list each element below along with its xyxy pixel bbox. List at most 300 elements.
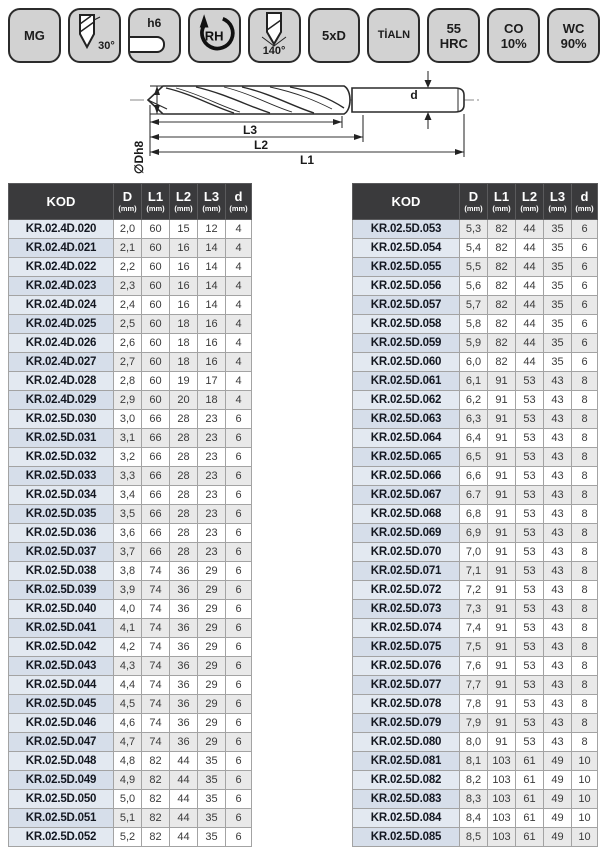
value-cell: 4,6 (114, 714, 142, 733)
drill-flute-icon (75, 14, 101, 55)
value-cell: 6 (226, 809, 252, 828)
value-cell: 53 (516, 695, 544, 714)
value-cell: 5,4 (460, 239, 488, 258)
table-row (9, 220, 252, 239)
value-cell: 74 (142, 581, 170, 600)
value-cell: 103 (488, 752, 516, 771)
table-row (9, 714, 252, 733)
badge-cobalt-line1: CO (503, 20, 524, 36)
value-cell: 91 (488, 543, 516, 562)
size-tables (0, 183, 607, 847)
value-cell: 6 (226, 714, 252, 733)
value-cell: 8,5 (460, 828, 488, 847)
kod-cell: KR.02.5D.085 (353, 828, 460, 847)
table-row (9, 353, 252, 372)
table-row (353, 486, 598, 505)
table-row (9, 581, 252, 600)
table-row (9, 809, 252, 828)
value-cell: 60 (142, 220, 170, 239)
kod-cell: KR.02.5D.081 (353, 752, 460, 771)
value-cell: 66 (142, 467, 170, 486)
value-cell: 23 (198, 486, 226, 505)
table-row (9, 524, 252, 543)
value-cell: 4,0 (114, 600, 142, 619)
value-cell: 61 (516, 790, 544, 809)
table-row (353, 828, 598, 847)
value-cell: 10 (572, 809, 598, 828)
value-cell: 16 (198, 353, 226, 372)
value-cell: 35 (544, 353, 572, 372)
value-cell: 60 (142, 239, 170, 258)
value-cell: 16 (170, 239, 198, 258)
value-cell: 43 (544, 619, 572, 638)
value-cell: 6 (226, 752, 252, 771)
table-row (9, 467, 252, 486)
value-cell: 2,8 (114, 372, 142, 391)
table-row (353, 524, 598, 543)
value-cell: 6 (226, 638, 252, 657)
value-cell: 29 (198, 619, 226, 638)
drill-shank (352, 88, 464, 112)
value-cell: 3,4 (114, 486, 142, 505)
value-cell: 91 (488, 429, 516, 448)
value-cell: 6 (572, 258, 598, 277)
kod-cell: KR.02.5D.040 (9, 600, 114, 619)
value-cell: 61 (516, 828, 544, 847)
table-row (9, 543, 252, 562)
value-cell: 91 (488, 676, 516, 695)
badge-helix-angle (68, 8, 121, 63)
value-cell: 18 (170, 315, 198, 334)
table-row (353, 676, 598, 695)
value-cell: 35 (544, 296, 572, 315)
value-cell: 44 (516, 315, 544, 334)
kod-cell: KR.02.5D.073 (353, 600, 460, 619)
badge-rotation-label: RH (204, 28, 224, 43)
value-cell: 91 (488, 638, 516, 657)
kod-cell: KR.02.4D.029 (9, 391, 114, 410)
value-cell: 103 (488, 809, 516, 828)
value-cell: 28 (170, 524, 198, 543)
value-cell: 43 (544, 372, 572, 391)
kod-cell: KR.02.4D.026 (9, 334, 114, 353)
table-row (9, 258, 252, 277)
value-cell: 91 (488, 448, 516, 467)
value-cell: 4,2 (114, 638, 142, 657)
kod-cell: KR.02.5D.045 (9, 695, 114, 714)
spec-badge-row (0, 0, 607, 63)
value-cell: 43 (544, 676, 572, 695)
kod-cell: KR.02.5D.058 (353, 315, 460, 334)
value-cell: 4 (226, 334, 252, 353)
value-cell: 66 (142, 486, 170, 505)
table-row (353, 410, 598, 429)
table-row (9, 771, 252, 790)
dim-flute-length (150, 119, 342, 137)
value-cell: 44 (516, 220, 544, 239)
value-cell: 7,3 (460, 600, 488, 619)
value-cell: 8 (572, 524, 598, 543)
badge-hardness (427, 8, 480, 63)
value-cell: 7,6 (460, 657, 488, 676)
value-cell: 29 (198, 581, 226, 600)
table-row (353, 790, 598, 809)
value-cell: 8 (572, 619, 598, 638)
value-cell: 60 (142, 391, 170, 410)
value-cell: 3,9 (114, 581, 142, 600)
value-cell: 74 (142, 676, 170, 695)
value-cell: 6 (226, 771, 252, 790)
value-cell: 36 (170, 733, 198, 752)
value-cell: 74 (142, 600, 170, 619)
drill-body (148, 86, 350, 114)
value-cell: 3,6 (114, 524, 142, 543)
value-cell: 43 (544, 695, 572, 714)
value-cell: 29 (198, 657, 226, 676)
table-row (9, 657, 252, 676)
badge-coating-label: TİALN (377, 29, 411, 41)
value-cell: 28 (170, 505, 198, 524)
kod-cell: KR.02.5D.034 (9, 486, 114, 505)
value-cell: 44 (170, 828, 198, 847)
value-cell: 43 (544, 733, 572, 752)
value-cell: 91 (488, 524, 516, 543)
value-cell: 66 (142, 410, 170, 429)
value-cell: 18 (170, 353, 198, 372)
table-row (353, 638, 598, 657)
table-row (353, 429, 598, 448)
value-cell: 4 (226, 353, 252, 372)
dim-body-length (150, 134, 363, 152)
value-cell: 8 (572, 486, 598, 505)
value-cell: 8,3 (460, 790, 488, 809)
table-row (9, 790, 252, 809)
value-cell: 43 (544, 410, 572, 429)
value-cell: 6 (572, 353, 598, 372)
value-cell: 82 (142, 790, 170, 809)
value-cell: 20 (170, 391, 198, 410)
kod-cell: KR.02.5D.057 (353, 296, 460, 315)
value-cell: 6 (226, 676, 252, 695)
value-cell: 60 (142, 353, 170, 372)
value-cell: 43 (544, 467, 572, 486)
kod-cell: KR.02.4D.027 (9, 353, 114, 372)
value-cell: 74 (142, 562, 170, 581)
kod-cell: KR.02.5D.063 (353, 410, 460, 429)
table-row (9, 638, 252, 657)
value-cell: 91 (488, 714, 516, 733)
value-cell: 5,3 (460, 220, 488, 239)
kod-cell: KR.02.5D.041 (9, 619, 114, 638)
value-cell: 3,8 (114, 562, 142, 581)
value-cell: 43 (544, 524, 572, 543)
value-cell: 82 (488, 334, 516, 353)
kod-cell: KR.02.5D.078 (353, 695, 460, 714)
kod-cell: KR.02.5D.035 (9, 505, 114, 524)
dim-label-shank-diameter: d (410, 88, 418, 102)
value-cell: 66 (142, 429, 170, 448)
value-cell: 28 (170, 429, 198, 448)
value-cell: 8,1 (460, 752, 488, 771)
value-cell: 8,2 (460, 771, 488, 790)
kod-cell: KR.02.5D.054 (353, 239, 460, 258)
badge-tungsten-line1: WC (562, 20, 585, 36)
value-cell: 5,6 (460, 277, 488, 296)
value-cell: 6 (226, 410, 252, 429)
kod-cell: KR.02.5D.052 (9, 828, 114, 847)
value-cell: 23 (198, 505, 226, 524)
table-row (353, 619, 598, 638)
value-cell: 44 (516, 334, 544, 353)
value-cell: 18 (198, 391, 226, 410)
value-cell: 18 (170, 334, 198, 353)
table-row (353, 372, 598, 391)
column-header-l2: L2 (mm) (170, 184, 198, 220)
kod-cell: KR.02.5D.044 (9, 676, 114, 695)
value-cell: 7,4 (460, 619, 488, 638)
kod-cell: KR.02.5D.046 (9, 714, 114, 733)
table-row (353, 353, 598, 372)
value-cell: 12 (198, 220, 226, 239)
kod-cell: KR.02.5D.075 (353, 638, 460, 657)
value-cell: 43 (544, 486, 572, 505)
value-cell: 23 (198, 467, 226, 486)
table-row (353, 467, 598, 486)
value-cell: 49 (544, 752, 572, 771)
value-cell: 4 (226, 258, 252, 277)
kod-cell: KR.02.5D.051 (9, 809, 114, 828)
value-cell: 82 (488, 315, 516, 334)
table-row (9, 676, 252, 695)
value-cell: 35 (544, 315, 572, 334)
value-cell: 2,9 (114, 391, 142, 410)
badge-coating (367, 8, 420, 63)
value-cell: 4 (226, 296, 252, 315)
badge-material-label: MG (23, 28, 45, 43)
value-cell: 2,4 (114, 296, 142, 315)
value-cell: 7,9 (460, 714, 488, 733)
kod-cell: KR.02.5D.072 (353, 581, 460, 600)
value-cell: 82 (488, 353, 516, 372)
value-cell: 91 (488, 581, 516, 600)
value-cell: 5,8 (460, 315, 488, 334)
kod-cell: KR.02.5D.074 (353, 619, 460, 638)
value-cell: 8,4 (460, 809, 488, 828)
kod-cell: KR.02.4D.025 (9, 315, 114, 334)
value-cell: 91 (488, 391, 516, 410)
dim-label-l3: L3 (242, 123, 258, 137)
value-cell: 61 (516, 809, 544, 828)
value-cell: 6,2 (460, 391, 488, 410)
value-cell: 6 (226, 600, 252, 619)
value-cell: 35 (198, 771, 226, 790)
kod-cell: KR.02.5D.061 (353, 372, 460, 391)
table-row (9, 372, 252, 391)
value-cell: 49 (544, 809, 572, 828)
value-cell: 43 (544, 505, 572, 524)
value-cell: 53 (516, 467, 544, 486)
drill-dimension-diagram (0, 68, 607, 180)
size-table-right (352, 183, 598, 847)
table-row (353, 220, 598, 239)
value-cell: 44 (516, 277, 544, 296)
value-cell: 103 (488, 790, 516, 809)
table-row (353, 448, 598, 467)
value-cell: 10 (572, 752, 598, 771)
value-cell: 61 (516, 752, 544, 771)
value-cell: 66 (142, 524, 170, 543)
value-cell: 6,5 (460, 448, 488, 467)
kod-cell: KR.02.5D.031 (9, 429, 114, 448)
value-cell: 23 (198, 543, 226, 562)
kod-cell: KR.02.5D.064 (353, 429, 460, 448)
value-cell: 53 (516, 372, 544, 391)
table-row (353, 733, 598, 752)
column-header-l1: L1 (mm) (488, 184, 516, 220)
value-cell: 53 (516, 543, 544, 562)
value-cell: 44 (516, 296, 544, 315)
value-cell: 53 (516, 676, 544, 695)
badge-helix-angle-label: 30° (98, 40, 115, 52)
value-cell: 6 (572, 239, 598, 258)
value-cell: 66 (142, 505, 170, 524)
value-cell: 4,4 (114, 676, 142, 695)
value-cell: 35 (198, 828, 226, 847)
value-cell: 6 (226, 695, 252, 714)
value-cell: 8 (572, 695, 598, 714)
value-cell: 60 (142, 372, 170, 391)
value-cell: 43 (544, 562, 572, 581)
value-cell: 23 (198, 524, 226, 543)
value-cell: 43 (544, 391, 572, 410)
value-cell: 74 (142, 733, 170, 752)
table-row (9, 505, 252, 524)
table-row (353, 771, 598, 790)
value-cell: 6,6 (460, 467, 488, 486)
badge-cobalt-line2: 10% (500, 35, 527, 51)
value-cell: 91 (488, 619, 516, 638)
column-header-l2: L2 (mm) (516, 184, 544, 220)
value-cell: 29 (198, 676, 226, 695)
value-cell: 53 (516, 657, 544, 676)
value-cell: 8 (572, 372, 598, 391)
kod-cell: KR.02.5D.079 (353, 714, 460, 733)
kod-cell: KR.02.5D.065 (353, 448, 460, 467)
value-cell: 16 (198, 315, 226, 334)
value-cell: 4 (226, 239, 252, 258)
value-cell: 36 (170, 695, 198, 714)
value-cell: 16 (170, 296, 198, 315)
kod-cell: KR.02.5D.060 (353, 353, 460, 372)
value-cell: 53 (516, 600, 544, 619)
value-cell: 29 (198, 714, 226, 733)
kod-cell: KR.02.4D.022 (9, 258, 114, 277)
value-cell: 8 (572, 429, 598, 448)
value-cell: 6,3 (460, 410, 488, 429)
value-cell: 29 (198, 695, 226, 714)
kod-cell: KR.02.5D.070 (353, 543, 460, 562)
value-cell: 28 (170, 486, 198, 505)
column-header-d: D (mm) (460, 184, 488, 220)
value-cell: 8,0 (460, 733, 488, 752)
value-cell: 74 (142, 619, 170, 638)
badge-tungsten-line2: 90% (560, 35, 587, 51)
value-cell: 6 (226, 486, 252, 505)
value-cell: 6,8 (460, 505, 488, 524)
value-cell: 60 (142, 277, 170, 296)
value-cell: 35 (198, 790, 226, 809)
kod-cell: KR.02.4D.028 (9, 372, 114, 391)
table-row (9, 828, 252, 847)
value-cell: 4 (226, 277, 252, 296)
column-header-kod: KOD (353, 184, 460, 220)
value-cell: 36 (170, 676, 198, 695)
value-cell: 17 (198, 372, 226, 391)
kod-cell: KR.02.5D.049 (9, 771, 114, 790)
column-header-l1: L1 (mm) (142, 184, 170, 220)
value-cell: 6 (226, 790, 252, 809)
value-cell: 6 (572, 334, 598, 353)
value-cell: 8 (572, 657, 598, 676)
kod-cell: KR.02.5D.082 (353, 771, 460, 790)
value-cell: 5,9 (460, 334, 488, 353)
value-cell: 44 (516, 258, 544, 277)
table-row (353, 239, 598, 258)
value-cell: 2,0 (114, 220, 142, 239)
value-cell: 7,2 (460, 581, 488, 600)
kod-cell: KR.02.4D.020 (9, 220, 114, 239)
value-cell: 82 (488, 277, 516, 296)
value-cell: 53 (516, 638, 544, 657)
value-cell: 15 (170, 220, 198, 239)
value-cell: 6 (226, 733, 252, 752)
table-row (9, 733, 252, 752)
value-cell: 16 (170, 277, 198, 296)
value-cell: 44 (170, 752, 198, 771)
table-row (353, 296, 598, 315)
value-cell: 7,5 (460, 638, 488, 657)
value-cell: 35 (544, 334, 572, 353)
value-cell: 82 (488, 296, 516, 315)
value-cell: 29 (198, 562, 226, 581)
value-cell: 53 (516, 581, 544, 600)
table-row (9, 391, 252, 410)
value-cell: 35 (544, 220, 572, 239)
table-row (9, 695, 252, 714)
kod-cell: KR.02.5D.048 (9, 752, 114, 771)
value-cell: 35 (544, 258, 572, 277)
value-cell: 28 (170, 467, 198, 486)
value-cell: 49 (544, 828, 572, 847)
column-header-d: d (mm) (226, 184, 252, 220)
table-row (9, 429, 252, 448)
kod-cell: KR.02.5D.068 (353, 505, 460, 524)
value-cell: 6 (226, 543, 252, 562)
value-cell: 53 (516, 391, 544, 410)
value-cell: 8 (572, 638, 598, 657)
value-cell: 8 (572, 391, 598, 410)
table-row (9, 315, 252, 334)
value-cell: 3,1 (114, 429, 142, 448)
value-cell: 43 (544, 600, 572, 619)
value-cell: 16 (170, 258, 198, 277)
value-cell: 43 (544, 429, 572, 448)
value-cell: 53 (516, 448, 544, 467)
value-cell: 44 (170, 790, 198, 809)
value-cell: 91 (488, 467, 516, 486)
table-row (353, 752, 598, 771)
badge-hardness-line1: 55 (446, 20, 462, 36)
